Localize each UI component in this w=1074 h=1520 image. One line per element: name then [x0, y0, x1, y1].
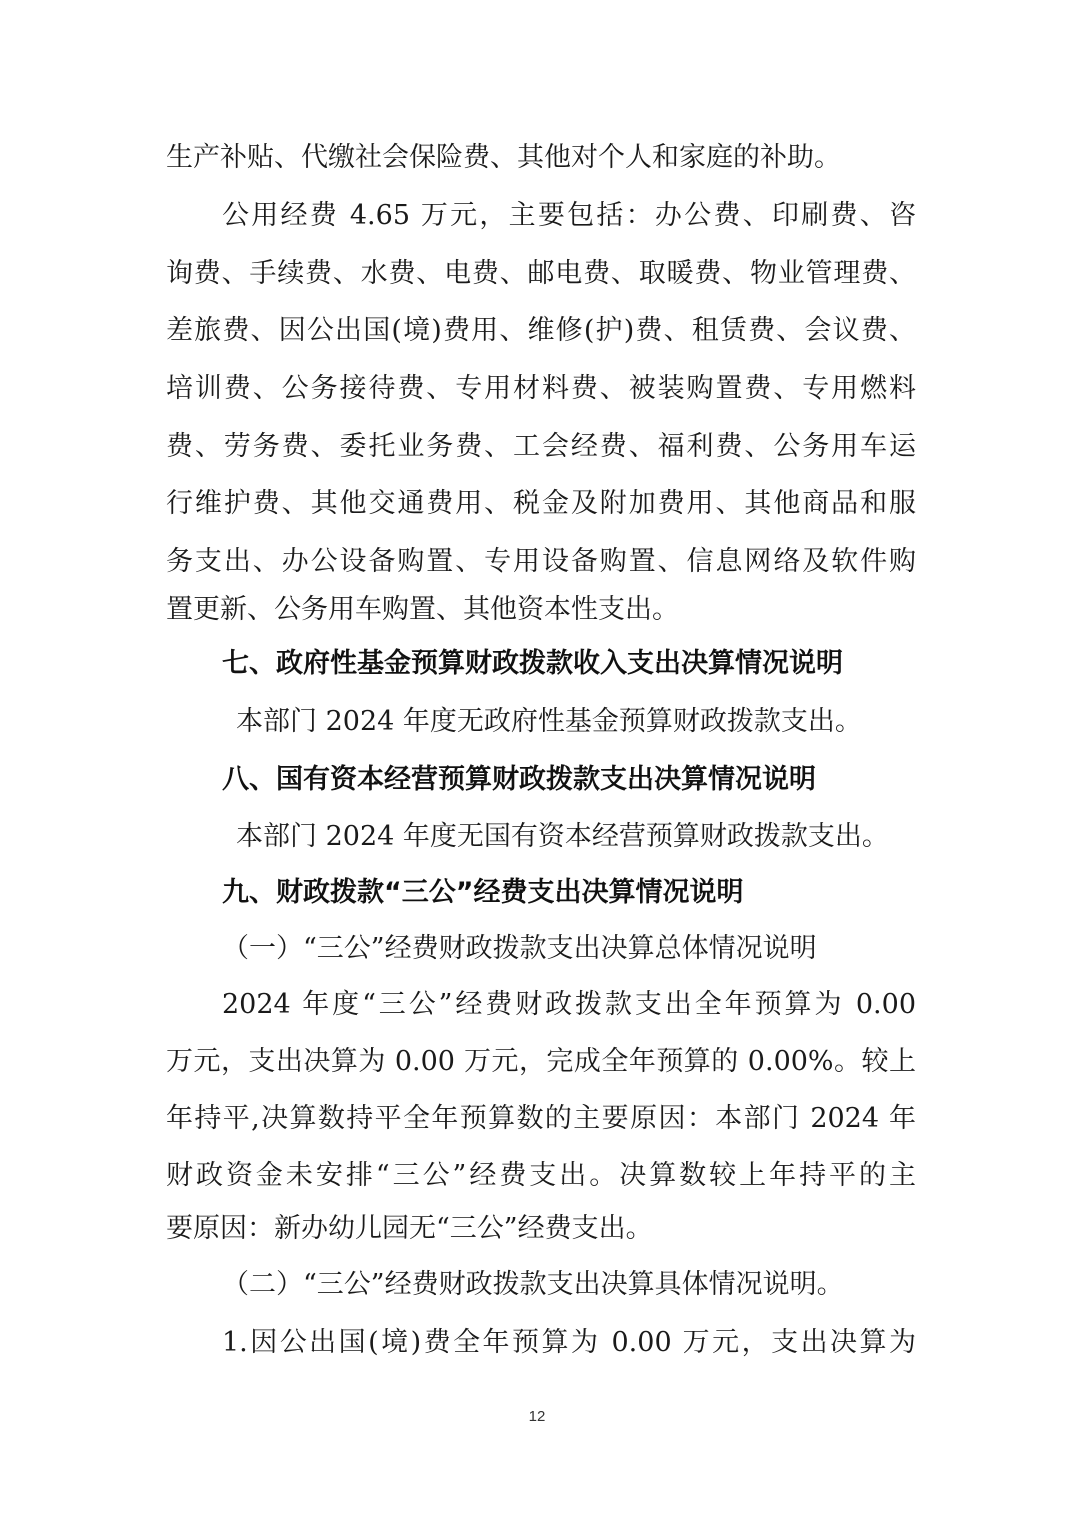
body-paragraph-line: 年持平,决算数持平全年预算数的主要原因：本部门 2024 年 — [166, 1103, 916, 1134]
body-paragraph-line: 置更新、公务用车购置、其他资本性支出。 — [166, 594, 679, 625]
page-number: 12 — [528, 1408, 546, 1425]
body-paragraph-line: 2024 年度“三公”经费财政拨款支出全年预算为 0.00 — [222, 989, 916, 1020]
body-paragraph-line: 培训费、公务接待费、专用材料费、被装购置费、专用燃料 — [166, 373, 916, 404]
subsection-heading-2: （二）“三公”经费财政拨款支出决算具体情况说明。 — [222, 1269, 844, 1300]
section-heading-9: 九、财政拨款“三公”经费支出决算情况说明 — [222, 877, 744, 908]
body-paragraph-line: 本部门 2024 年度无政府性基金预算财政拨款支出。 — [236, 706, 862, 737]
subsection-heading-1: （一）“三公”经费财政拨款支出决算总体情况说明 — [222, 933, 817, 964]
section-heading-8: 八、国有资本经营预算财政拨款支出决算情况说明 — [222, 764, 816, 795]
body-paragraph-line: 生产补贴、代缴社会保险费、其他对个人和家庭的补助。 — [166, 142, 841, 173]
body-paragraph-line: 差旅费、因公出国(境)费用、维修(护)费、租赁费、会议费、 — [166, 315, 916, 346]
body-paragraph-line: 1.因公出国(境)费全年预算为 0.00 万元，支出决算为 — [222, 1327, 916, 1358]
body-paragraph-line: 万元，支出决算为 0.00 万元，完成全年预算的 0.00%。较上 — [166, 1046, 916, 1077]
body-paragraph-line: 财政资金未安排“三公”经费支出。决算数较上年持平的主 — [166, 1160, 916, 1191]
body-paragraph-line: 询费、手续费、水费、电费、邮电费、取暖费、物业管理费、 — [166, 258, 916, 289]
body-paragraph-line: 本部门 2024 年度无国有资本经营预算财政拨款支出。 — [236, 821, 889, 852]
body-paragraph-line: 行维护费、其他交通费用、税金及附加费用、其他商品和服 — [166, 488, 916, 519]
body-paragraph-line: 要原因：新办幼儿园无“三公”经费支出。 — [166, 1213, 653, 1244]
section-heading-7: 七、政府性基金预算财政拨款收入支出决算情况说明 — [222, 648, 843, 679]
body-paragraph-line: 公用经费 4.65 万元，主要包括：办公费、印刷费、咨 — [222, 200, 916, 231]
body-paragraph-line: 务支出、办公设备购置、专用设备购置、信息网络及软件购 — [166, 546, 916, 577]
body-paragraph-line: 费、劳务费、委托业务费、工会经费、福利费、公务用车运 — [166, 431, 916, 462]
